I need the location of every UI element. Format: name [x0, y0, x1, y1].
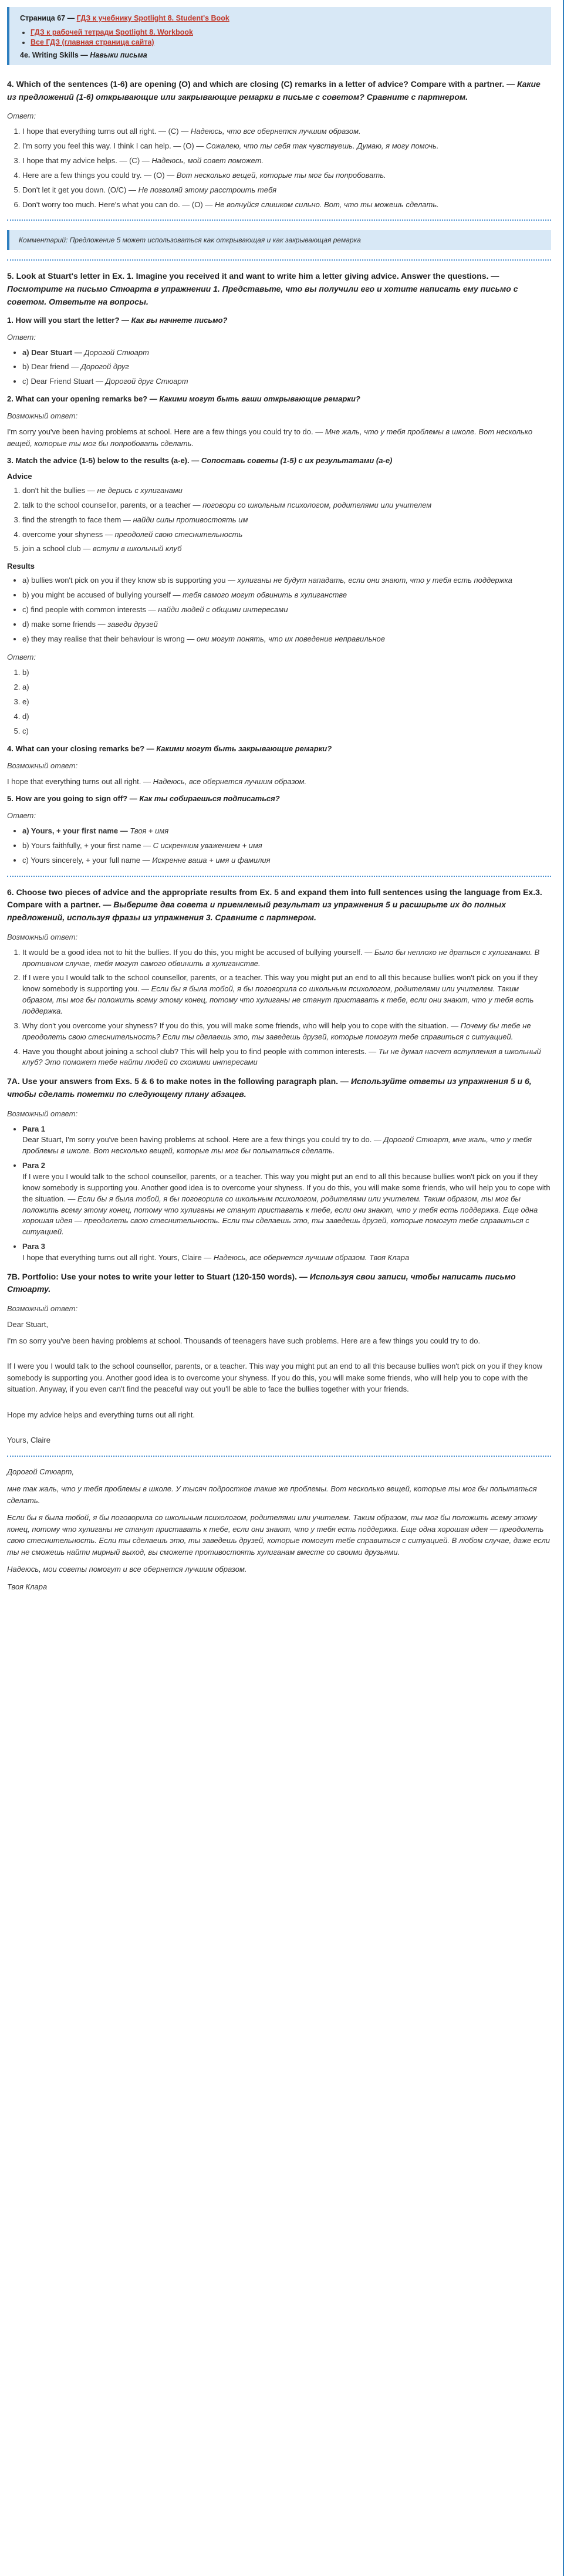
ex7a-paras — [22, 1124, 551, 1264]
list-item: 5. join a school club — вступи в школьный клуб — [22, 543, 551, 555]
advice-list — [22, 485, 551, 555]
divider — [7, 876, 551, 877]
list-item: • Para 1 Dear Stuart, I'm sorry you've been having problems at school. Here are a few things you could try to do. — Дорогой Стюарт, мне жаль, что у тебя проблемы в школе. Вот несколько вещей, которые ты мог бы попытаться сделать. — [22, 1124, 551, 1157]
list-item: • b) you might be accused of bullying yourself — тебя самого могут обвинить в хулиганстве — [22, 590, 551, 601]
home-link[interactable]: Все ГДЗ (главная страница сайта) — [31, 38, 154, 46]
answer-label: Возможный ответ: — [7, 1109, 78, 1118]
results-label: Results — [7, 562, 35, 571]
list-item: 2. a) — [22, 682, 551, 693]
list-item: 3. I hope that my advice helps. — (C) — Надеюсь, мой совет поможет. — [22, 156, 551, 167]
header-box — [7, 7, 551, 65]
divider — [7, 220, 551, 221]
list-item: 1. I hope that everything turns out all right. — (C) — Надеюсь, что все обернется лучшим образом. — [22, 126, 551, 137]
ex5-q2: 2. What can your opening remarks be? — Какими могут быть ваши открывающие ремарки? — [7, 394, 360, 404]
list-item: 2. I'm sorry you feel this way. I think I can help. — (O) — Сожалею, что ты себя так чувствуешь. Думаю, я могу помочь. — [22, 141, 551, 152]
letter-ru-paragraph: Если бы я была тобой, я бы поговорила со школьным психологом, родителями или учителем. Таким образом, ты мог бы положить всему этому конец, потому что хулиганы не станут приставать к тебе, если они знают, что у тебя есть поддержка. Еще одна хорошая идея — преодолеть свою стеснительность. Если ты сделаешь это, ты заведешь друзей, которые помогут тебе справиться с ситуацией. В любом случае, даже если ты не сможешь найти мирный выход, вы сможете противостоять хулиганам вместе со своими друзьями. — [7, 1513, 551, 1557]
header-links — [31, 28, 544, 46]
list-item: 4. Have you thought about joining a school club? This will help you to find people with common interests. — Ты не думал насчет вступления в школьный клуб? Это поможет тебе найти людей со схожими интересами — [22, 1046, 551, 1069]
list-item: 5. Don't let it get you down. (O/C) — Не позволяй этому расстроить тебя — [22, 185, 551, 196]
divider — [7, 259, 551, 261]
list-item: 4. Here are a few things you could try. — (O) — Вот несколько вещей, которые ты мог бы попробовать. — [22, 170, 551, 181]
list-item: 3. find the strength to face them — найди силы противостоять им — [22, 515, 551, 526]
letter-paragraph: I'm so sorry you've been having problems at school. Thousands of teenagers have such problems. Here are a few things you could try to do. — [7, 1336, 481, 1345]
list-item: 3. e) — [22, 697, 551, 708]
answer-label: Ответ: — [7, 653, 36, 662]
list-item: • a) Dear Stuart — Дорогой Стюарт — [22, 347, 551, 359]
ex5-question: 5. Look at Stuart's letter in Ex. 1. Imagine you received it and want to write him a letter giving advice. Answer the questions. — Посмотрите на письмо Стюарта в упражнении 1. Представьте, что вы получили его и хотите написать ему письмо с советом. Ответьте на вопросы. — [7, 271, 518, 306]
ex6-question: 6. Choose two pieces of advice and the appropriate results from Ex. 5 and expand them into full sentences using the language from Ex.3. Compare with a partner. — Выберите два совета и приемлемый результат из упражнения 5 и расширьте их до полных предложений, используя фразы из упражнения 3. Сравните с партнером. — [7, 887, 542, 923]
ex4-answers — [22, 126, 551, 210]
list-item: • b) Dear friend — Дорогой друг — [22, 362, 551, 373]
answer-label: Возможный ответ: — [7, 1304, 78, 1314]
letter-ru-signature: Твоя Клара — [7, 1582, 48, 1591]
ex6-answers — [22, 947, 551, 1068]
page-title: Страница 67 — ГДЗ к учебнику Spotlight 8. Student's Book — [20, 14, 229, 22]
letter-paragraph: If I were you I would talk to the school counsellor, parents, or a teacher. This way you might put an end to all this because bullies won't pick on you if they know somebody is supporting you. Another good idea is to overcome your shyness. If you do this, you will make some friends, who will help you to cope with the situation. Anyway, if you even can't find the peaceful way out you'll be able to face the bullies together with your friends. — [7, 1362, 543, 1394]
list-item: • Para 3 I hope that everything turns out all right. Yours, Claire — Надеюсь, все обернется лучшим образом. Твоя Клара — [22, 1241, 551, 1264]
list-item: 1. b) — [22, 667, 551, 678]
letter-greeting: Dear Stuart, — [7, 1320, 49, 1329]
letter-ru-greeting: Дорогой Стюарт, — [7, 1467, 74, 1476]
ex5-q1-answers — [22, 347, 551, 388]
list-item: 5. c) — [22, 726, 551, 737]
match-list — [22, 667, 551, 737]
list-item: • d) make some friends — заведи друзей — [22, 619, 551, 630]
ex7a-question: 7A. Use your answers from Exs. 5 & 6 to make notes in the following paragraph plan. — Используйте ответы из упражнения 5 и 6, чтобы сделать пометки по следующему плану абзацев. — [7, 1076, 532, 1099]
list-item: • a) bullies won't pick on you if they know sb is supporting you — хулиганы не будут нападать, если они знают, что у тебя есть поддержка — [22, 575, 551, 586]
list-item: • Para 2 If I were you I would talk to the school counsellor, parents, or a teacher. This way you might put an end to all this because bullies won't pick on you if they know somebody is supporting you. Another good idea is to overcome your shyness. If you do this, you will make some friends, who will help you to cope with the situation. — Если бы я была тобой, я бы поговорила со школьным психологом, родителями или учителем. Таким образом, ты мог бы положить всему этому конец, потому что хулиганы не станут приставать к тебе, если они знают, что у тебя есть поддержка. Еще одна хорошая идея — преодолеть свою стеснительность. Если ты сделаешь это, ты заведешь друзей, которые помогут тебе справиться с ситуацией. — [22, 1160, 551, 1238]
list-item: • b) Yours faithfully, + your first name — С искренним уважением + имя — [22, 840, 551, 852]
letter-ru-paragraph: мне так жаль, что у тебя проблемы в школе. У тысяч подростков такие же проблемы. Вот несколько вещей, которые ты мог бы попытаться сделать. — [7, 1484, 537, 1505]
letter-paragraph: Hope my advice helps and everything turns out all right. — [7, 1410, 195, 1419]
list-item: • c) Dear Friend Stuart — Дорогой друг Стюарт — [22, 376, 551, 387]
ex5-q1: 1. How will you start the letter? — Как вы начнете письмо? — [7, 315, 228, 325]
ex5-q3: 3. Match the advice (1-5) below to the results (a-e). — Сопоставь советы (1-5) с их результатами (a-e) — [7, 456, 393, 465]
topic-title: 4e. Writing Skills — Навыки письма — [20, 51, 147, 59]
ex5-q5-answers — [22, 826, 551, 866]
ex5-q4-answer: I hope that everything turns out all right. — Надеюсь, все обернется лучшим образом. — [7, 776, 307, 786]
list-item: 2. If I were you I would talk to the school counsellor, parents, or a teacher. This way you might put an end to all this because bullies won't pick on you if they know somebody is supporting you. — Если бы я была тобой, я бы поговорила со школьным психологом, родителями или учителем. Таким образом, ты мог бы положить всему этому конец, потому что хулиганы не станут приставать к тебе, если они знают, что у тебя есть поддержка. — [22, 973, 551, 1017]
answer-label: Возможный ответ: — [7, 761, 78, 770]
list-item — [31, 28, 544, 36]
workbook-link[interactable]: ГДЗ к рабочей тетради Spotlight 8. Workbook — [31, 28, 193, 36]
list-item: 4. d) — [22, 711, 551, 723]
ex5-q5: 5. How are you going to sign off? — Как ты собираешься подписаться? — [7, 794, 280, 803]
divider — [7, 1456, 551, 1457]
letter-ru-paragraph: Надеюсь, мои советы помогут и все обернется лучшим образом. — [7, 1565, 247, 1574]
ex4-question: 4. Which of the sentences (1-6) are opening (O) and which are closing (C) remarks in a letter of advice? Compare with a partner. — Какие из предложений (1-6) открывающие или закрывающие ремарки в письме с советом? Сравните с партнером. — [7, 79, 541, 102]
list-item: 1. It would be a good idea not to hit the bullies. If you do this, you might be accused of bullying yourself. — Было бы неплохо не драться с хулиганами. В противном случае, тебя могут самого обвинить в хулиганстве. — [22, 947, 551, 970]
list-item: 3. Why don't you overcome your shyness? If you do this, you will make some friends, who will help you to cope with the situation. — Почему бы тебе не преодолеть свою стеснительность? Если ты сделаешь это, ты заведешь друзей, которые помогут тебе справиться с ситуацией. — [22, 1021, 551, 1043]
content — [7, 0, 551, 1598]
list-item: • c) Yours sincerely, + your full name — Искренне ваша + имя и фамилия — [22, 855, 551, 866]
list-item: • a) Yours, + your first name — Твоя + имя — [22, 826, 551, 837]
results-list — [22, 575, 551, 644]
list-item: 4. overcome your shyness — преодолей свою стеснительность — [22, 529, 551, 541]
advice-label: Advice — [7, 472, 32, 481]
ex5-q4: 4. What can your closing remarks be? — Какими могут быть закрывающие ремарки? — [7, 744, 332, 753]
answer-label: Ответ: — [7, 332, 36, 342]
answer-label: Ответ: — [7, 112, 36, 121]
list-item: • e) they may realise that their behaviour is wrong — они могут понять, что их поведение неправильное — [22, 634, 551, 645]
answer-label: Возможный ответ: — [7, 932, 78, 941]
ex5-q2-answer: I'm sorry you've been having problems at school. Here are a few things you could try to do. — Мне жаль, что у тебя проблемы в школе. Вот несколько вещей, которые ты мог бы попробовать сделать. — [7, 427, 533, 448]
answer-label: Ответ: — [7, 811, 36, 821]
ex7b-question: 7B. Portfolio: Use your notes to write your letter to Stuart (120-150 words). — Используя свои записи, чтобы написать письмо Стюарту. — [7, 1271, 516, 1294]
list-item: 6. Don't worry too much. Here's what you can do. — (O) — Не волнуйся слишком сильно. Вот, что ты можешь сделать. — [22, 200, 551, 211]
list-item: 2. talk to the school counsellor, parents, or a teacher — поговори со школьным психологом, родителями или учителем — [22, 500, 551, 511]
list-item: 1. don't hit the bullies — не дерись с хулиганами — [22, 485, 551, 497]
list-item — [31, 38, 544, 46]
student-book-link[interactable]: ГДЗ к учебнику Spotlight 8. Student's Book — [76, 14, 229, 22]
letter-signature: Yours, Claire — [7, 1436, 50, 1445]
list-item: • c) find people with common interests — найди людей с общими интересами — [22, 605, 551, 616]
comment-box: Комментарий: Предложение 5 может использоваться как открывающая и как закрывающая ремарка — [7, 230, 551, 250]
answer-label: Возможный ответ: — [7, 411, 78, 421]
